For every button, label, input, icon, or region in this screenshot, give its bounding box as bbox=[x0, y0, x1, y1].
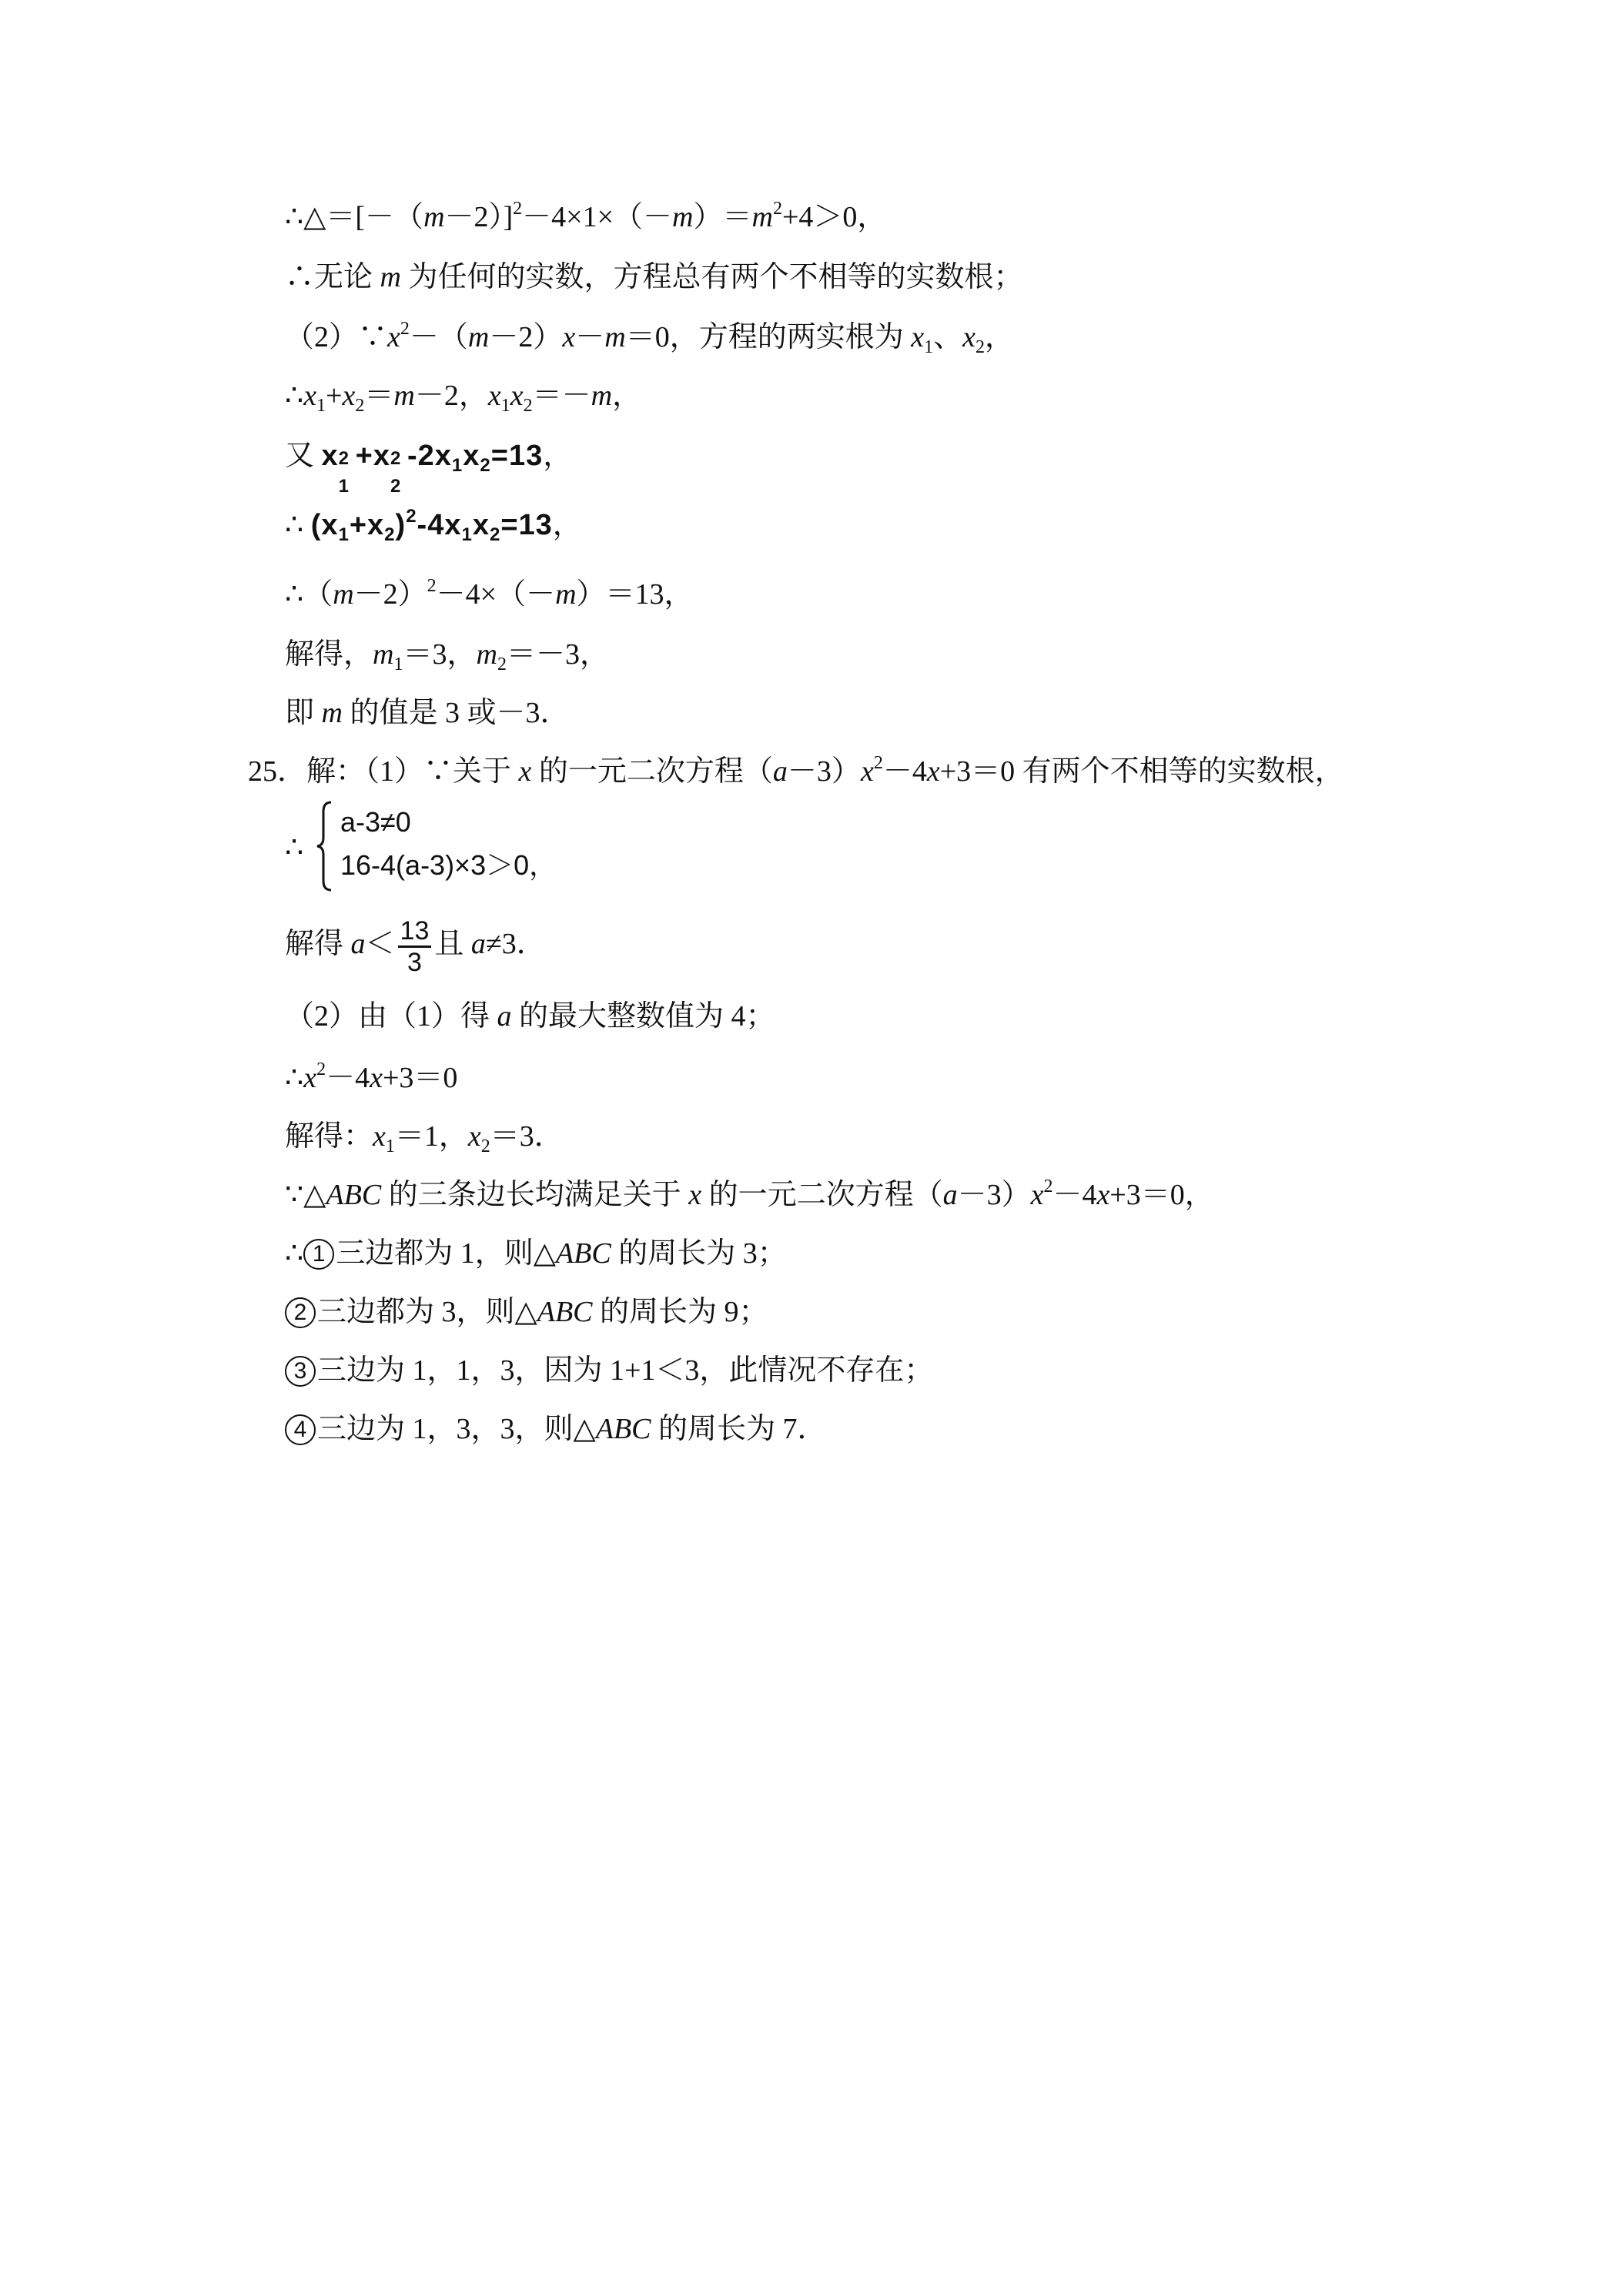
inequality-row-1: a-3≠0 bbox=[340, 806, 411, 838]
var-m: m bbox=[672, 201, 694, 233]
text: +3＝0 bbox=[382, 1062, 458, 1094]
text: 、 bbox=[933, 321, 963, 353]
formula-image bbox=[310, 506, 553, 545]
solution-line-conclusion-1 bbox=[285, 259, 1022, 296]
triangle-label: ABC bbox=[555, 1237, 611, 1270]
circled-number-icon: 1 bbox=[303, 1239, 334, 1270]
var-m: m bbox=[476, 638, 497, 671]
subscript: 2 bbox=[480, 455, 491, 476]
text: 三边为 1，3，3，则△ bbox=[317, 1413, 596, 1445]
var-a: a bbox=[942, 1179, 958, 1211]
case-4 bbox=[285, 1411, 827, 1448]
solution-line-solved-m bbox=[285, 636, 609, 673]
var-m: m bbox=[333, 578, 354, 611]
exponent: 2 bbox=[406, 506, 417, 527]
var-x: x bbox=[303, 1062, 317, 1094]
text: ＝0，方程的两实根为 bbox=[625, 321, 912, 353]
var-a: a bbox=[470, 928, 486, 961]
text: ∴ bbox=[285, 832, 304, 864]
case-1 bbox=[285, 1235, 787, 1272]
var-a: a bbox=[772, 755, 788, 788]
var-m: m bbox=[380, 261, 401, 293]
subscript: 2 bbox=[489, 524, 501, 545]
solution-line-vieta bbox=[285, 377, 641, 414]
var-m: m bbox=[467, 321, 490, 353]
text: 三边都为 1，则△ bbox=[336, 1237, 556, 1270]
var-x: x bbox=[911, 321, 925, 353]
text: ∴△＝[－（ bbox=[285, 201, 424, 233]
var-m: m bbox=[604, 321, 626, 353]
text: 三边都为 3，则△ bbox=[317, 1296, 537, 1328]
text: ∴（ bbox=[285, 578, 333, 611]
text: 的周长为 3； bbox=[611, 1237, 787, 1270]
text: 解得 bbox=[285, 928, 351, 961]
text: 解得， bbox=[285, 638, 373, 671]
var-x: x bbox=[562, 321, 576, 353]
text: ＜ bbox=[365, 928, 395, 961]
text: =13 bbox=[490, 440, 544, 472]
text: －2） bbox=[489, 321, 563, 353]
text: －2） bbox=[353, 578, 427, 611]
subscript: 2 bbox=[480, 1136, 490, 1156]
inequality-rows bbox=[340, 801, 557, 887]
solution-line-substitute bbox=[285, 576, 694, 613]
numerator: 13 bbox=[398, 916, 432, 948]
var-m: m bbox=[423, 201, 445, 233]
var-x: x bbox=[487, 380, 501, 412]
exponent: 2 bbox=[316, 1059, 326, 1079]
var-x: x bbox=[518, 755, 532, 788]
triangle-label: ABC bbox=[326, 1179, 382, 1211]
text: 即 bbox=[285, 697, 322, 729]
text: －4 bbox=[882, 755, 927, 788]
var-x: x bbox=[1030, 1179, 1044, 1211]
text: ， bbox=[543, 440, 573, 472]
formula-image: x 2 1 +x 2 2 $-2x_1x_2=13$ bbox=[321, 440, 544, 497]
subscript: 2 bbox=[497, 654, 507, 674]
text: ∴无论 bbox=[285, 261, 380, 293]
var-x: x bbox=[688, 1179, 702, 1211]
text: 为任何的实数，方程总有两个不相等的实数根； bbox=[400, 261, 1023, 293]
text: ＝3， bbox=[403, 638, 477, 671]
exponent: 2 bbox=[400, 319, 410, 339]
text: －2）] bbox=[444, 201, 514, 233]
text: ）＝13， bbox=[576, 578, 694, 611]
case-2 bbox=[285, 1294, 768, 1330]
question-number: 25． bbox=[248, 755, 307, 788]
text: －2， bbox=[414, 380, 488, 412]
exponent: 2 bbox=[873, 753, 883, 773]
var-x: x bbox=[926, 755, 940, 788]
var-x: x bbox=[1096, 1179, 1110, 1211]
solution-line-part2-given bbox=[285, 319, 1014, 356]
triangle-label: ABC bbox=[537, 1296, 593, 1328]
text: x bbox=[472, 509, 490, 541]
solution-line-equation bbox=[285, 1059, 457, 1096]
var-x: x bbox=[860, 755, 874, 788]
text: 的周长为 7． bbox=[651, 1413, 827, 1445]
circled-number-icon: 3 bbox=[285, 1356, 316, 1387]
exponent: 2 bbox=[1043, 1176, 1053, 1197]
subscript: 2 bbox=[975, 337, 985, 357]
text: ＝1， bbox=[394, 1120, 468, 1153]
inequality-row-2-wrap bbox=[340, 844, 557, 887]
text: ＝3． bbox=[490, 1120, 564, 1153]
text: 解得： bbox=[285, 1120, 373, 1153]
var-x: x bbox=[303, 380, 317, 412]
subscript: 1 bbox=[451, 455, 463, 476]
text: ∴ bbox=[285, 1062, 304, 1094]
subscript: 1 bbox=[316, 396, 326, 416]
text: +3＝0， bbox=[1109, 1179, 1214, 1211]
solution-line-range-a bbox=[285, 916, 546, 977]
text: 的值是 3 或－3． bbox=[342, 697, 570, 729]
text: +x bbox=[355, 440, 390, 472]
var-m: m bbox=[373, 638, 394, 671]
text: －4×（－ bbox=[436, 578, 556, 611]
denominator: 3 bbox=[407, 948, 422, 977]
subscript: 2 bbox=[384, 524, 396, 545]
text: +3＝0 有两个不相等的实数根， bbox=[939, 755, 1344, 788]
text: -2x bbox=[407, 440, 452, 472]
text: ， bbox=[529, 849, 557, 881]
text: x bbox=[463, 440, 480, 472]
var-m: m bbox=[591, 380, 613, 412]
solution-line-expanded bbox=[285, 507, 582, 544]
subscript: 2 bbox=[523, 396, 533, 416]
subscript: 1 bbox=[461, 524, 473, 545]
question-25-part1 bbox=[248, 753, 1344, 790]
text: +x bbox=[349, 509, 385, 541]
text: ＝－3， bbox=[506, 638, 609, 671]
text: －4 bbox=[326, 1062, 370, 1094]
var-x: x bbox=[387, 321, 400, 353]
text: 的一元二次方程（ bbox=[531, 755, 773, 788]
fraction bbox=[398, 916, 432, 977]
subscript: 1 bbox=[924, 337, 934, 357]
text: 且 bbox=[434, 928, 471, 961]
circled-number-icon: 2 bbox=[285, 1297, 316, 1328]
text: ∴ bbox=[285, 509, 304, 541]
text: －4 bbox=[1052, 1179, 1097, 1211]
text: －4×1×（－ bbox=[522, 201, 673, 233]
text: ∴ bbox=[285, 1237, 304, 1270]
subscript: 1 bbox=[385, 1136, 395, 1156]
text: ＝－ bbox=[532, 380, 591, 412]
text: 又 bbox=[285, 440, 315, 472]
text: 的最大整数值为 4； bbox=[511, 1000, 775, 1033]
var-m: m bbox=[393, 380, 415, 412]
var-m: m bbox=[751, 201, 773, 233]
exponent: 2 bbox=[513, 199, 523, 219]
var-x: x bbox=[467, 1120, 481, 1153]
text: ， bbox=[612, 380, 642, 412]
inequality-row-2: 16-4(a-3)×3＞0 bbox=[340, 849, 530, 881]
var-x: x bbox=[962, 321, 975, 353]
text: + bbox=[326, 380, 343, 412]
text: －（ bbox=[409, 321, 468, 353]
text: +4＞0， bbox=[781, 201, 887, 233]
solution-line-roots bbox=[285, 1118, 564, 1155]
circled-number-icon: 4 bbox=[285, 1414, 316, 1445]
text: 的三条边长均满足关于 bbox=[381, 1179, 689, 1211]
solution-line-triangle-sides bbox=[285, 1176, 1214, 1213]
text: ＝ bbox=[364, 380, 394, 412]
var-x: x bbox=[510, 380, 524, 412]
text: =13 bbox=[500, 509, 553, 541]
text: － bbox=[575, 321, 605, 353]
text: 的一元二次方程（ bbox=[701, 1179, 943, 1211]
var-a: a bbox=[497, 1000, 512, 1033]
text: （2）由（1）得 bbox=[285, 1000, 497, 1033]
subscript: 1 bbox=[338, 524, 350, 545]
text: 三边为 1，1，3，因为 1+1＜3，此情况不存在； bbox=[317, 1354, 934, 1387]
case-3 bbox=[285, 1352, 933, 1389]
solution-line-sum-of-squares bbox=[285, 437, 573, 497]
text: 解：（1）∵关于 bbox=[306, 755, 519, 788]
triangle-label: ABC bbox=[595, 1413, 651, 1445]
subscript: 1 bbox=[393, 654, 403, 674]
text: ∵△ bbox=[285, 1179, 326, 1211]
text: ∴ bbox=[285, 380, 304, 412]
exponent: 2 bbox=[772, 199, 782, 219]
text: 的周长为 9； bbox=[592, 1296, 768, 1328]
exponent: 2 bbox=[427, 576, 437, 596]
solution-line-answer-m bbox=[285, 694, 569, 731]
text: ， bbox=[552, 509, 582, 541]
subscript: 1 bbox=[500, 396, 510, 416]
var-a: a bbox=[350, 928, 366, 961]
solution-line-discriminant bbox=[285, 199, 886, 236]
var-m: m bbox=[555, 578, 577, 611]
subscript: 2 bbox=[355, 396, 365, 416]
text: -4x bbox=[417, 509, 462, 541]
text: －3） bbox=[957, 1179, 1031, 1211]
left-brace-icon bbox=[316, 801, 334, 892]
var-m: m bbox=[321, 697, 343, 729]
text: ， bbox=[985, 321, 1015, 353]
var-x: x bbox=[373, 1120, 386, 1153]
text: ）＝ bbox=[693, 201, 752, 233]
text: ≠3． bbox=[485, 928, 546, 961]
var-x: x bbox=[370, 1062, 383, 1094]
text: －3） bbox=[787, 755, 861, 788]
text: ) bbox=[395, 509, 407, 541]
text: （2）∵ bbox=[285, 321, 388, 353]
var-x: x bbox=[342, 380, 356, 412]
text: (x bbox=[310, 509, 339, 541]
solution-line-part2-max-a bbox=[285, 998, 775, 1035]
